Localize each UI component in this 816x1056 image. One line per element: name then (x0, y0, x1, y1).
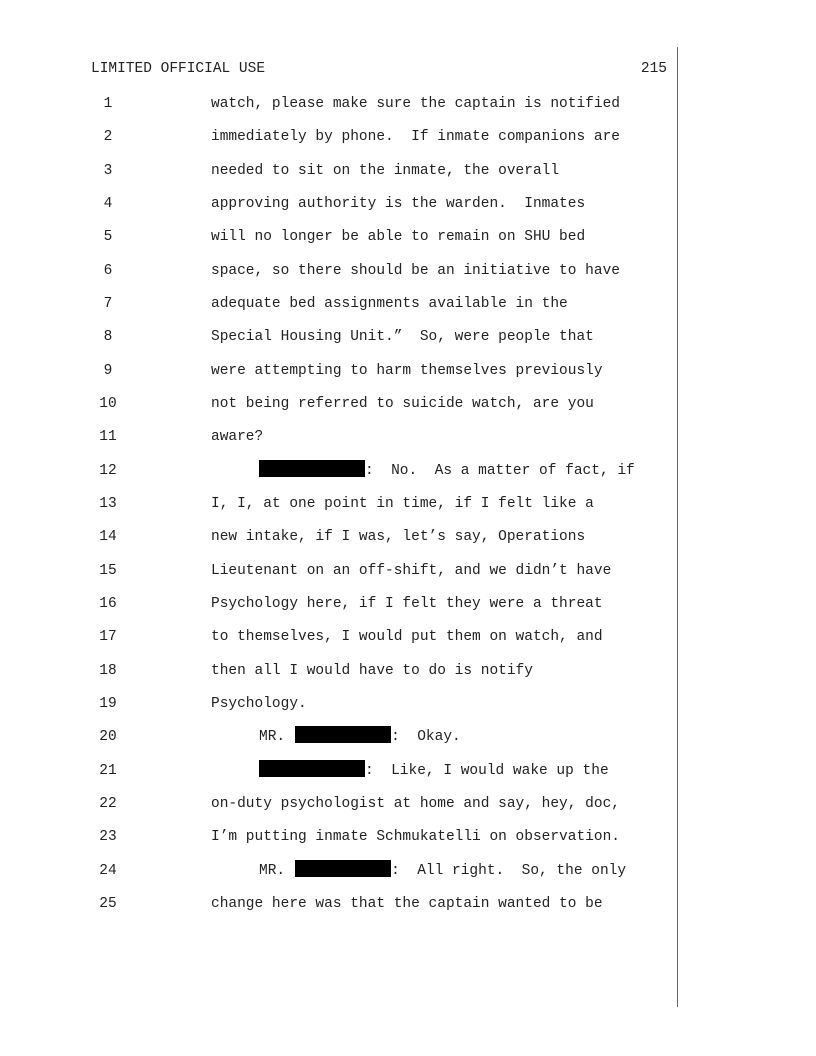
redaction-box (259, 460, 365, 477)
line-text: Psychology here, if I felt they were a threat (211, 596, 603, 612)
transcript-line (0, 625, 816, 649)
speaker-prefix: MR. (259, 863, 286, 879)
line-text: new intake, if I was, let’s say, Operations (211, 529, 586, 545)
line-text: : Like, I would wake up the (365, 763, 609, 779)
transcript-line (0, 692, 816, 716)
line-text: needed to sit on the inmate, the overall (211, 163, 560, 179)
line-number: 3 (103, 163, 113, 179)
line-number: 4 (103, 196, 113, 212)
redaction-box (295, 860, 391, 877)
transcript-line (0, 292, 816, 316)
redaction-box (295, 726, 391, 743)
line-number: 16 (99, 596, 117, 612)
line-text: aware? (211, 429, 264, 445)
line-text: : Okay. (391, 729, 461, 745)
line-number: 11 (99, 429, 117, 445)
transcript-line (0, 759, 816, 783)
line-text: : No. As a matter of fact, if (365, 463, 635, 479)
line-number: 23 (99, 829, 117, 845)
line-text: watch, please make sure the captain is notified (211, 96, 620, 112)
transcript-line (0, 859, 816, 883)
line-text: Psychology. (211, 696, 307, 712)
page-number: 215 (640, 61, 667, 77)
line-text: then all I would have to do is notify (211, 663, 533, 679)
line-number: 15 (99, 563, 117, 579)
line-number: 10 (99, 396, 117, 412)
line-number: 5 (103, 229, 113, 245)
line-number: 20 (99, 729, 117, 745)
line-text: were attempting to harm themselves previously (211, 363, 603, 379)
transcript-line (0, 459, 816, 483)
transcript-line (0, 725, 816, 749)
transcript-line (0, 792, 816, 816)
line-number: 24 (99, 863, 117, 879)
line-text: not being referred to suicide watch, are you (211, 396, 594, 412)
line-text: space, so there should be an initiative to have (211, 263, 620, 279)
transcript-line (0, 425, 816, 449)
line-text: approving authority is the warden. Inmates (211, 196, 586, 212)
transcript-line (0, 359, 816, 383)
line-number: 7 (103, 296, 113, 312)
line-number: 25 (99, 896, 117, 912)
line-number: 18 (99, 663, 117, 679)
line-number: 12 (99, 463, 117, 479)
transcript-line (0, 659, 816, 683)
line-text: immediately by phone. If inmate companions are (211, 129, 620, 145)
transcript-line (0, 192, 816, 216)
speaker-prefix: MR. (259, 729, 286, 745)
line-number: 2 (103, 129, 113, 145)
transcript-line (0, 159, 816, 183)
line-number: 13 (99, 496, 117, 512)
transcript-line (0, 592, 816, 616)
line-text: change here was that the captain wanted to be (211, 896, 603, 912)
speaker-line (259, 759, 609, 783)
transcript-line (0, 492, 816, 516)
line-text: : All right. So, the only (391, 863, 627, 879)
speaker-line (259, 459, 635, 483)
transcript-line (0, 125, 816, 149)
transcript-line (0, 225, 816, 249)
transcript-line (0, 259, 816, 283)
line-text: I’m putting inmate Schmukatelli on observation. (211, 829, 620, 845)
speaker-line (259, 725, 461, 749)
line-number: 14 (99, 529, 117, 545)
line-text: adequate bed assignments available in the (211, 296, 568, 312)
line-number: 8 (103, 329, 113, 345)
transcript-line (0, 825, 816, 849)
redaction-box (259, 760, 365, 777)
line-text: I, I, at one point in time, if I felt like a (211, 496, 594, 512)
transcript-line (0, 92, 816, 116)
line-text: on-duty psychologist at home and say, hey, doc, (211, 796, 620, 812)
line-text: Lieutenant on an off-shift, and we didn’t have (211, 563, 612, 579)
transcript-line (0, 892, 816, 916)
line-number: 21 (99, 763, 117, 779)
transcript-line (0, 559, 816, 583)
transcript-line (0, 392, 816, 416)
transcript-line (0, 325, 816, 349)
line-text: will no longer be able to remain on SHU bed (211, 229, 586, 245)
line-number: 6 (103, 263, 113, 279)
classification-label: LIMITED OFFICIAL USE (91, 61, 266, 77)
transcript-line (0, 525, 816, 549)
line-number: 22 (99, 796, 117, 812)
speaker-line (259, 859, 626, 883)
line-number: 1 (103, 96, 113, 112)
line-number: 19 (99, 696, 117, 712)
line-number: 17 (99, 629, 117, 645)
line-text: Special Housing Unit.” So, were people that (211, 329, 594, 345)
line-number: 9 (103, 363, 113, 379)
line-text: to themselves, I would put them on watch, and (211, 629, 603, 645)
